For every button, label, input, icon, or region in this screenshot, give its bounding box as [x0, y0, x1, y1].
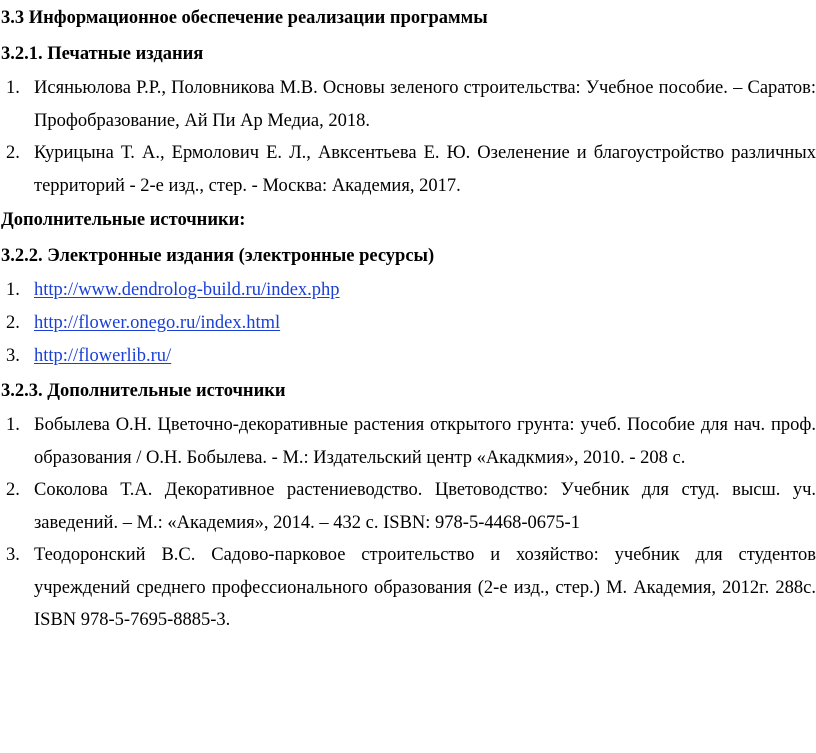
extra-sources-heading: 3.2.3. Дополнительные источники [1, 381, 286, 401]
list-item [0, 340, 816, 373]
list-item-text: Теодоронский В.С. Садово-парковое строительство и хозяйство: учебник для студентов учреждений среднего профессионального образования (2-е изд., стер.) М. Академия, 2012г. 288с. ISBN 978-5-7695-8885-3. [34, 545, 816, 630]
list-item-text: Бобылева О.Н. Цветочно-декоративные растения открытого грунта: учеб. Пособие для нач. проф. образования / О.Н. Бобылева. - М.: Издательский центр «Акадкмия», 2010. - 208 с. [34, 415, 816, 468]
list-item-text: Соколова Т.А. Декоративное растениеводство. Цветоводство: Учебник для студ. высш. уч. заведений. – М.: «Академия», 2014. – 432 с. ISBN: 978-5-4468-0675-1 [34, 480, 816, 533]
list-item [0, 539, 816, 637]
list-item-number: 1. [6, 280, 20, 300]
list-item [0, 137, 816, 202]
list-item [0, 409, 816, 474]
list-item-number: 2. [6, 143, 20, 163]
list-item [0, 307, 816, 340]
resource-link[interactable]: http://flower.onego.ru/index.html [34, 313, 281, 333]
resource-link[interactable]: http://flowerlib.ru/ [34, 346, 172, 366]
list-item-number: 3. [6, 545, 20, 565]
additional-sources-heading: Дополнительные источники: [1, 210, 246, 230]
list-item-text: Исяньюлова Р.Р., Половникова М.В. Основы зеленого строительства: Учебное пособие. – Саратов: Профобразование, Ай Пи Ар Медиа, 2018. [34, 78, 816, 131]
list-item-number: 3. [6, 346, 20, 366]
printed-editions-heading: 3.2.1. Печатные издания [1, 44, 204, 64]
list-item-number: 1. [6, 415, 20, 435]
list-item-number: 1. [6, 78, 20, 98]
list-item [0, 72, 816, 137]
electronic-editions-list [0, 274, 816, 373]
list-item-number: 2. [6, 480, 20, 500]
list-item [0, 274, 816, 307]
list-item-text: Курицына Т. А., Ермолович Е. Л., Авксентьева Е. Ю. Озеленение и благоустройство различных территорий - 2-е изд., стер. - Москва: Академия, 2017. [34, 143, 816, 196]
extra-sources-list [0, 409, 816, 637]
list-item [0, 474, 816, 539]
electronic-editions-heading: 3.2.2. Электронные издания (электронные ресурсы) [1, 246, 435, 266]
printed-editions-list [0, 72, 816, 202]
section-title: 3.3 Информационное обеспечение реализации программы [1, 8, 488, 28]
resource-link[interactable]: http://www.dendrolog-build.ru/index.php [34, 280, 340, 300]
list-item-number: 2. [6, 313, 20, 333]
